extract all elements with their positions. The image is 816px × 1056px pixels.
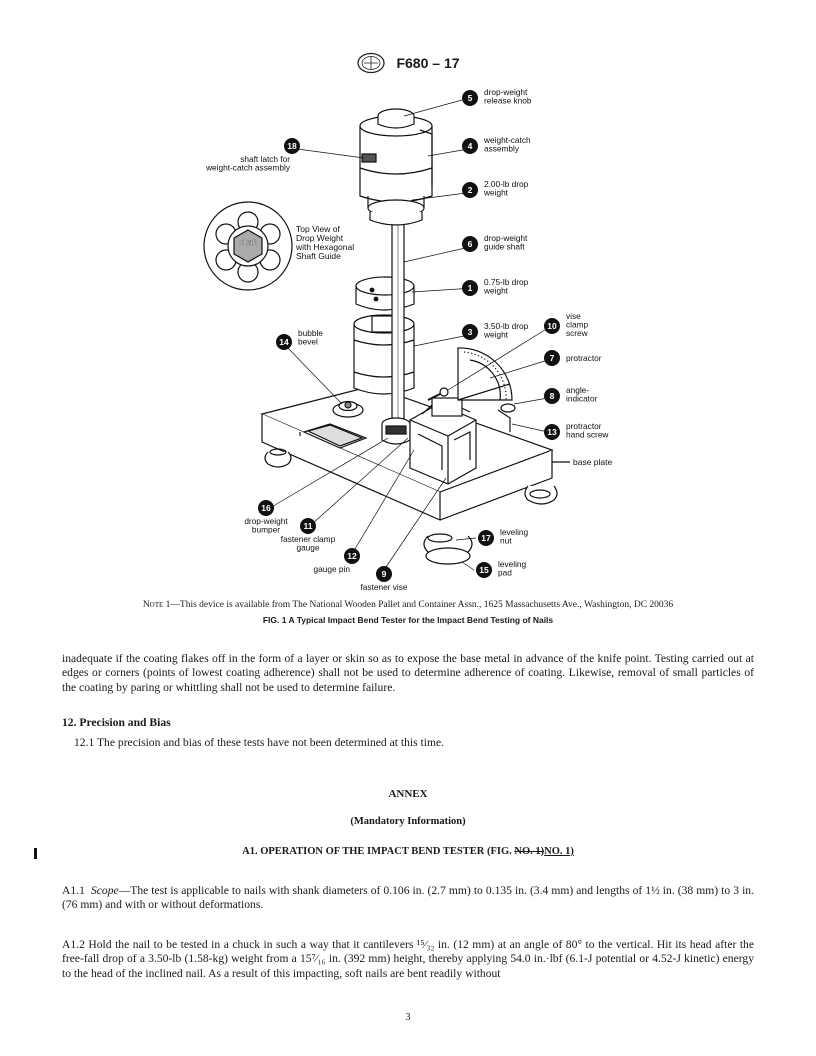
top-view-label-line: Drop Weight — [296, 233, 344, 243]
callout-label: vise — [566, 311, 581, 321]
callout-label: guide shaft — [484, 241, 525, 252]
a1-heading-text: A1. OPERATION OF THE IMPACT BEND TESTER (FIG. — [242, 846, 512, 857]
callout-label: screw — [566, 328, 588, 338]
section-12-1: 12.1 The precision and bias of these tests have not been determined at this time. — [74, 736, 445, 749]
callout-16 — [244, 500, 288, 535]
callout-label: protractor — [566, 353, 602, 363]
a1-heading-deleted: NO. 1) — [514, 846, 545, 857]
callout-label: 3.50-lb drop — [484, 321, 529, 331]
callout-label: protractor — [566, 421, 602, 431]
callout-label: bumper — [251, 524, 281, 535]
callout-number: 10 — [547, 321, 557, 331]
callout-label: hand screw — [566, 429, 609, 440]
callout-label: fastener vise — [360, 582, 408, 592]
callout-6 — [462, 233, 528, 252]
callout-12 — [314, 548, 360, 574]
callout-label: drop-weight — [484, 87, 528, 97]
callout-3 — [462, 321, 529, 340]
callout-label: bubble — [298, 328, 323, 338]
top-view-label-line: Shaft Guide — [296, 251, 341, 261]
callout-label: weight — [484, 329, 508, 340]
callout-number: 4 — [467, 141, 473, 151]
a1-heading — [0, 846, 816, 857]
callout-number: 1 — [467, 283, 473, 293]
base-plate-label: base plate — [573, 457, 613, 467]
callout-label: bevel — [298, 336, 318, 347]
callout-label: weight — [484, 187, 508, 198]
callout-9 — [360, 566, 407, 592]
top-view-label — [295, 224, 354, 261]
callout-number: 17 — [481, 533, 491, 543]
top-view-label-line: with Hexagonal — [296, 242, 355, 252]
callout-label: weight-catch — [484, 135, 531, 145]
callout-number: 7 — [549, 353, 555, 363]
annex-title: ANNEX — [388, 788, 428, 800]
callout-label: gauge pin — [313, 564, 350, 574]
a1-1-text: —The test is applicable to nails with shank diameters of 0.106 in. (2.7 mm) to 0.135 in. (3.4 mm) and lengths of 1½ in. (38 mm) to 3 in. (76 mm) and with or without deformations. — [62, 884, 754, 912]
annex-subtitle: (Mandatory Information) — [350, 816, 466, 827]
callout-5 — [462, 87, 532, 106]
a1-1-title: Scope — [90, 884, 119, 897]
callout-8 — [544, 385, 598, 404]
callout-label: drop-weight — [244, 516, 288, 526]
a1-heading-inserted: NO. 1) — [544, 846, 574, 857]
top-view-label-line: Top View of — [296, 224, 340, 234]
figure-caption: FIG. 1 A Typical Impact Bend Tester for the Impact Bend Testing of Nails — [262, 615, 554, 625]
callout-number: 2 — [467, 185, 473, 195]
astm-logo-icon — [356, 52, 386, 74]
callout-2 — [462, 179, 529, 198]
impact-bend-tester-figure — [190, 84, 630, 596]
callout-number: 8 — [549, 391, 555, 401]
callout-label: shaft latch for — [240, 154, 290, 164]
callout-number: 11 — [303, 521, 313, 531]
callout-7 — [544, 350, 602, 366]
callout-11 — [281, 518, 336, 553]
callout-number: 12 — [347, 551, 357, 561]
a1-1-number: A1.1 — [62, 884, 85, 897]
callout-number: 9 — [381, 569, 387, 579]
standard-designation: F680 – 17 — [396, 55, 460, 71]
note-prefix: Note 1 — [142, 600, 171, 610]
callout-label: weight-catch assembly — [206, 162, 290, 173]
callout-number: 3 — [467, 327, 473, 337]
callout-number: 6 — [467, 239, 473, 249]
paragraph-continuation: inadequate if the coating flakes off in the form of a layer or skin so as to expose the base metal in advance of the knife point. Testing carried out at edges or corners (points of lowest coating adherence) shall not be used to determine adherence of coating. Likewise, removal of small particles of the coating by paring or whittling shall not be used to determine failure. — [62, 652, 754, 694]
callout-label: gauge — [296, 542, 320, 553]
page-header — [0, 52, 816, 74]
callout-number: 15 — [479, 565, 489, 575]
callout-18 — [205, 138, 300, 173]
section-a1-1 — [62, 884, 754, 913]
callout-number: 16 — [261, 503, 271, 513]
callout-label: indicator — [566, 393, 598, 404]
callout-13 — [544, 421, 609, 440]
callout-14 — [276, 328, 323, 350]
callout-10 — [544, 311, 589, 338]
callout-number: 5 — [467, 93, 473, 103]
page-number: 3 — [405, 1012, 411, 1023]
section-12-heading: 12. Precision and Bias — [62, 716, 171, 729]
callout-label: weight — [484, 285, 508, 296]
callout-label: angle- — [566, 385, 590, 395]
callout-number: 18 — [287, 141, 297, 151]
callout-15 — [476, 559, 527, 578]
callout-label: drop-weight — [484, 233, 528, 243]
figure-note — [0, 600, 816, 610]
callout-label: assembly — [484, 143, 520, 154]
callout-label: leveling — [500, 527, 529, 537]
callout-label: leveling — [498, 559, 527, 569]
callout-number: 13 — [547, 427, 557, 437]
note-text: —This device is available from The National Wooden Pallet and Container Assn., 1625 Massachusetts Ave., Washington, DC 20036 — [170, 600, 674, 610]
callout-label: 2.00-lb drop — [484, 179, 529, 189]
callout-label: clamp — [566, 319, 589, 330]
section-a1-2: A1.2 Hold the nail to be tested in a chuck in such a way that it cantilevers ¹⁵⁄₃₂ in. (12 mm) at an angle of 80° to the vertical. Hit its head after the free-fall drop of a 3.50-lb (1.58-kg) weight from a 15⁷⁄₁₆ in. (392 mm) height, thereby applying 54.0 in.·lbf (6.1-J potential or 4.52-J kinetic) energy to the head of the inclined nail. As a result of this impacting, soft nails are bent readily without — [62, 938, 754, 980]
callout-1 — [462, 277, 529, 296]
callout-4 — [462, 135, 531, 154]
shaft-label: shaft — [239, 238, 257, 247]
callout-label: fastener clamp — [280, 534, 336, 544]
callout-label: pad — [498, 567, 512, 578]
callout-label: 0.75-lb drop — [484, 277, 529, 287]
callout-label: release knob — [484, 95, 532, 106]
callout-label: nut — [500, 535, 512, 546]
callout-17 — [478, 527, 529, 546]
callout-number: 14 — [279, 337, 289, 347]
